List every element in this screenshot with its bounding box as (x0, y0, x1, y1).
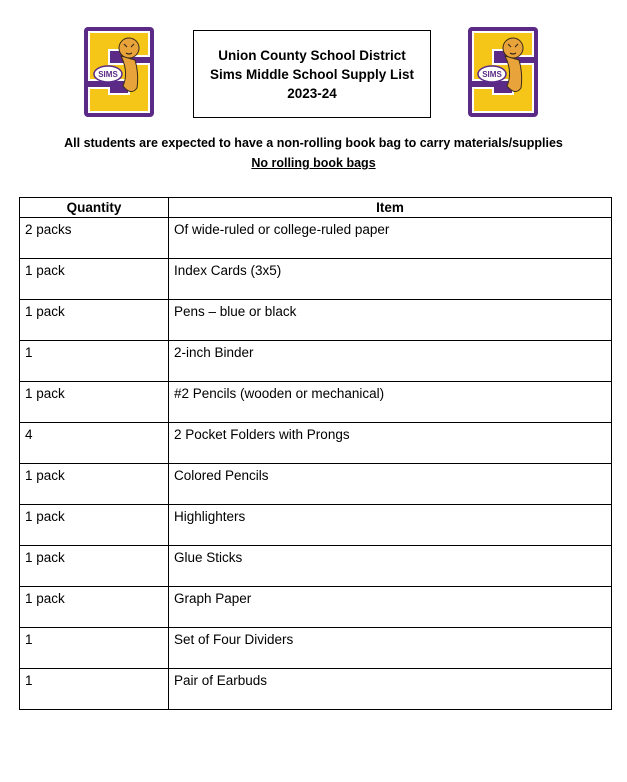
quantity-cell: 1 (20, 669, 169, 710)
quantity-cell: 1 pack (20, 546, 169, 587)
quantity-cell: 1 pack (20, 587, 169, 628)
table-row (20, 546, 612, 587)
table-row (20, 259, 612, 300)
quantity-cell: 1 pack (20, 300, 169, 341)
item-cell: #2 Pencils (wooden or mechanical) (169, 382, 612, 423)
table-row (20, 464, 612, 505)
item-cell: Highlighters (169, 505, 612, 546)
item-cell: Set of Four Dividers (169, 628, 612, 669)
quantity-cell: 1 (20, 341, 169, 382)
item-cell: Pens – blue or black (169, 300, 612, 341)
book-bag-notice: All students are expected to have a non-rolling book bag to carry materials/supplies (64, 136, 563, 150)
list-title: Sims Middle School Supply List (209, 66, 415, 82)
quantity-cell: 1 pack (20, 464, 169, 505)
table-row (20, 382, 612, 423)
item-cell: Pair of Earbuds (169, 669, 612, 710)
item-cell: Glue Sticks (169, 546, 612, 587)
item-cell: 2 Pocket Folders with Prongs (169, 423, 612, 464)
table-row (20, 341, 612, 382)
quantity-cell: 4 (20, 423, 169, 464)
item-cell: 2-inch Binder (169, 341, 612, 382)
table-row (20, 669, 612, 710)
district-name: Union County School District (218, 47, 406, 63)
tiger-s-icon (467, 26, 539, 118)
item-cell: Graph Paper (169, 587, 612, 628)
tiger-s-icon (83, 26, 155, 118)
table-row (20, 300, 612, 341)
item-cell: Index Cards (3x5) (169, 259, 612, 300)
item-header: Item (169, 198, 612, 218)
table-row (20, 423, 612, 464)
table-row (20, 505, 612, 546)
item-cell: Colored Pencils (169, 464, 612, 505)
sims-tiger-logo-left (83, 26, 155, 118)
table-header-row (20, 198, 612, 218)
quantity-cell: 1 pack (20, 382, 169, 423)
quantity-cell: 2 packs (20, 218, 169, 259)
logo-text: SIMS (98, 70, 118, 79)
rolling-bag-warning: No rolling book bags (251, 156, 376, 170)
school-year: 2023-24 (287, 85, 337, 101)
item-cell: Of wide-ruled or college-ruled paper (169, 218, 612, 259)
title-box (193, 30, 431, 118)
logo-text: SIMS (482, 70, 502, 79)
quantity-cell: 1 pack (20, 259, 169, 300)
quantity-cell: 1 (20, 628, 169, 669)
sims-tiger-logo-right (467, 26, 539, 118)
supply-table (19, 197, 612, 710)
table-row (20, 587, 612, 628)
quantity-header: Quantity (20, 198, 169, 218)
quantity-cell: 1 pack (20, 505, 169, 546)
table-row (20, 628, 612, 669)
table-row (20, 218, 612, 259)
